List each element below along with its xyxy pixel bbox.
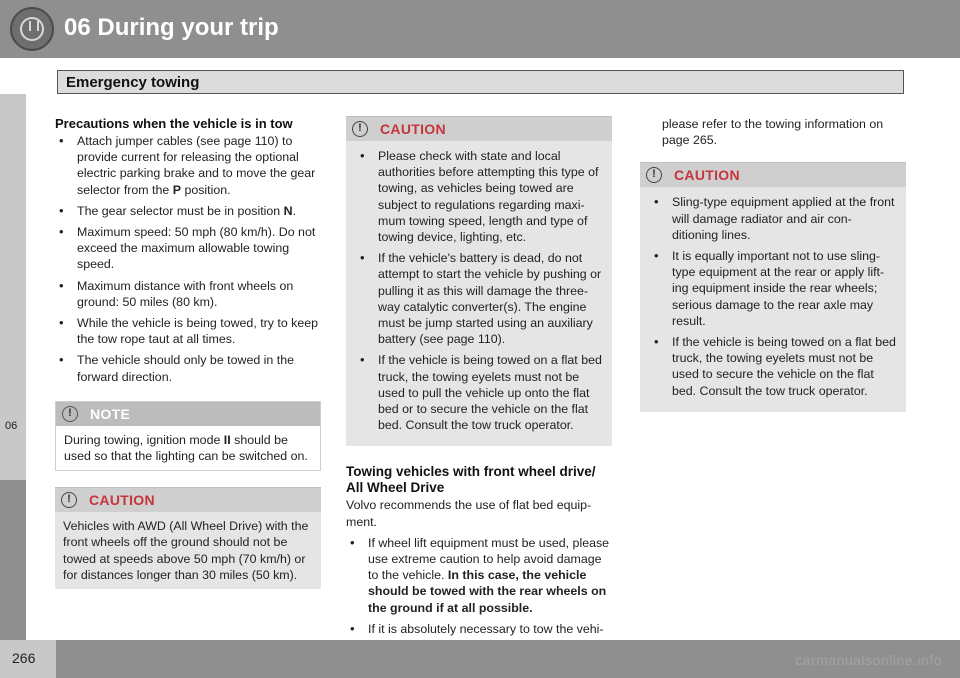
caution-title: CAUTION (89, 492, 155, 509)
caution-box (346, 116, 612, 446)
column-right (640, 116, 906, 412)
warning-icon: ! (352, 121, 368, 137)
list-item: • The vehicle should only be towed in the forward direction. (55, 352, 321, 384)
caution-title: CAUTION (380, 121, 446, 137)
column-left (55, 116, 321, 589)
list-item: • Please check with state and local authorities before attempting this type of towing, as vehicles being towed are subject to regulations regarding maxi-mum towing speed, length and type of towing device, lighting, etc. (356, 148, 602, 245)
towing-list (346, 535, 612, 653)
column-middle (346, 116, 612, 658)
caution-box (640, 162, 906, 411)
chapter-title: 06 During your trip (64, 14, 279, 41)
towing-fwd-heading: Towing vehicles with front wheel drive/ All Wheel Drive (346, 464, 596, 496)
side-tab-shade (0, 480, 26, 640)
caution-box (55, 487, 321, 589)
side-chapter-label: 06 (5, 420, 18, 432)
list-item: • The gear selector must be in position N. (55, 203, 321, 219)
warning-icon: ! (646, 167, 662, 183)
page-number: 266 (12, 650, 36, 666)
precautions-list (55, 133, 321, 385)
list-item: • If the vehicle's battery is dead, do not attempt to start the vehicle by pushing or pulling it as this will damage the three-way catalytic converter(s). The engine must be jump started using an auxiliary battery (see page 110). (356, 250, 602, 347)
list-item: • It is equally important not to use sling-type equipment at the rear or apply lift-ing equipment inside the rear wheels; serious damage to the rear axle may result. (650, 248, 896, 329)
list-item: • If the vehicle is being towed on a flat bed truck, the towing eyelets must not be used to secure the vehicle on the flat bed. Consult the tow truck operator. (650, 334, 896, 399)
note-text: During towing, ignition mode II should be used so that the lighting can be switched on. (64, 432, 308, 464)
chapter-header-bar (0, 0, 960, 58)
precautions-heading: Precautions when the vehicle is in tow (55, 116, 293, 131)
list-item: • If it is absolutely necessary to tow the vehi- (346, 621, 612, 653)
note-title: NOTE (90, 405, 131, 422)
list-item: • Maximum speed: 50 mph (80 km/h). Do not exceed the maximum allowable towing speed. (55, 224, 321, 273)
note-box (55, 401, 321, 471)
list-item: • Maximum distance with front wheels on ground: 50 miles (80 km). (55, 278, 321, 310)
continued-text: please refer to the towing information on page 265. (662, 117, 884, 148)
steering-wheel-icon (10, 7, 54, 51)
watermark[interactable]: carmanualsonline.info (795, 652, 942, 668)
list-item: • If the vehicle is being towed on a flat bed truck, the towing eyelets must not be used to pull the vehicle up onto the flat bed or to secure the vehicle on the flat bed. Consult the tow truck operator. (356, 352, 602, 433)
info-icon: ! (62, 406, 78, 422)
section-header (57, 70, 904, 94)
caution-title: CAUTION (674, 167, 740, 184)
warning-icon: ! (61, 492, 77, 508)
section-title: Emergency towing (66, 74, 200, 91)
list-item: • If wheel lift equipment must be used, please use extreme caution to help avoid damage to the vehicle. In this case, the vehicle should be towed with the rear wheels on the ground if at all possible. (346, 535, 612, 616)
list-item: • Attach jumper cables (see page 110) to provide current for releasing the optional electric parking brake and to move the gear selector from the P position. (55, 133, 321, 198)
caution-list (356, 148, 602, 433)
towing-intro: Volvo recommends the use of flat bed equip-ment. (346, 498, 592, 529)
list-item: • Sling-type equipment applied at the front will damage radiator and air con-ditioning lines. (650, 194, 896, 243)
caution-text: Vehicles with AWD (All Wheel Drive) with the front wheels off the ground should not be towed at speeds above 50 mph (70 km/h) or for distances longer than 30 miles (50 km). (63, 519, 309, 582)
list-item: • While the vehicle is being towed, try to keep the tow rope taut at all times. (55, 315, 321, 347)
caution-list (650, 194, 896, 398)
